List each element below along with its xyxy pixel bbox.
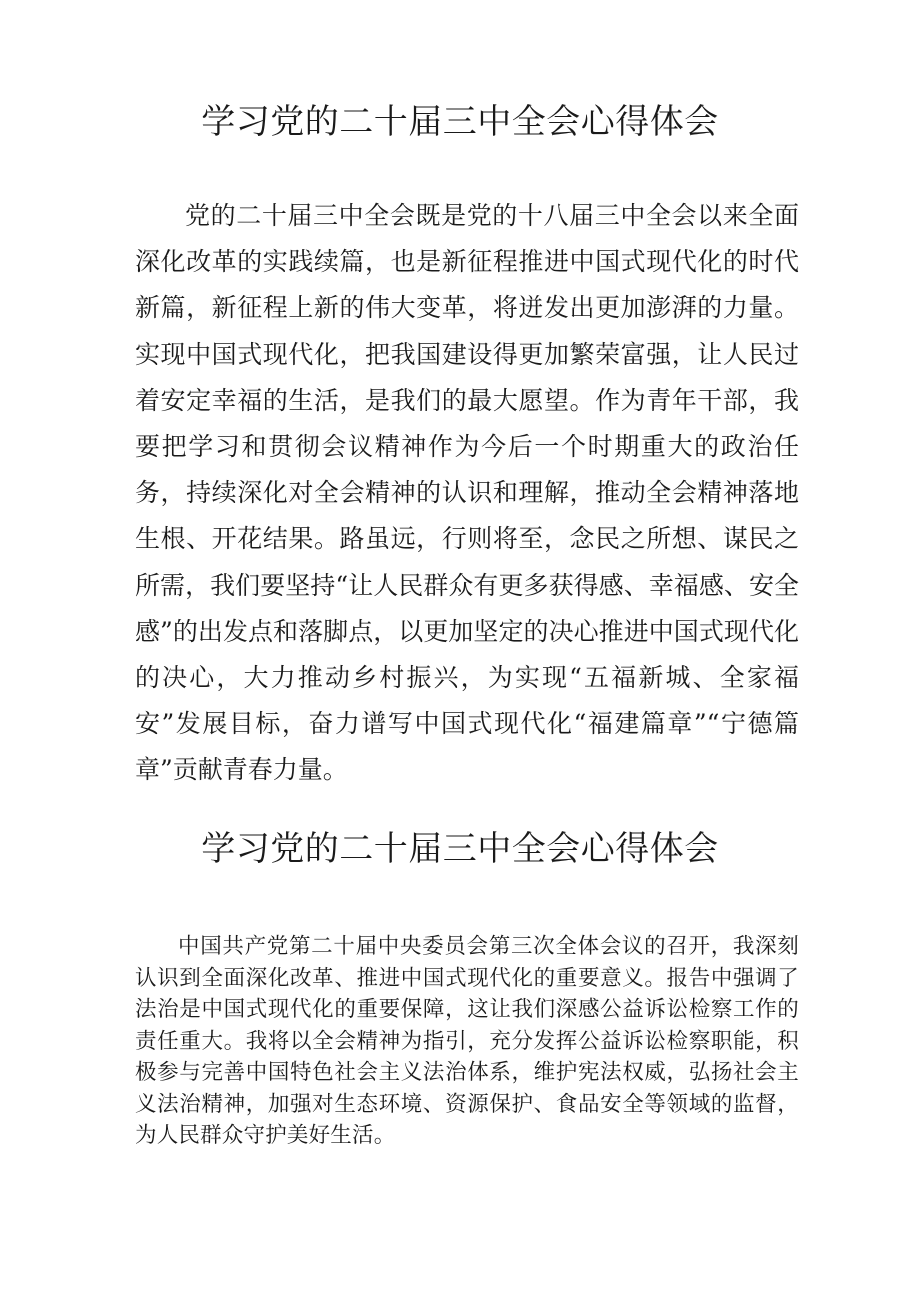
section-1-paragraph: 党的二十届三中全会既是党的十八届三中全会以来全面深化改革的实践续篇，也是新征程推进中国式现代化的时代新篇，新征程上新的伟大变革，将迸发出更加澎湃的力量。实现中国式现代化，把我国建设得更加繁荣富强，让人民过着安定幸福的生活，是我们的最大愿望。作为青年干部，我要把学习和贯彻会议精神作为今后一个时期重大的政治任务，持续深化对全会精神的认识和理解，推动全会精神落地生根、开花结果。路虽远，行则将至，念民之所想、谋民之所需，我们要坚持“让人民群众有更多获得感、幸福感、安全感”的出发点和落脚点，以更加坚定的决心推进中国式现代化的决心，大力推动乡村振兴，为实现“五福新城、全家福安”发展目标，奋力谱写中国式现代化“福建篇章”“宁德篇章”贡献青春力量。: [135, 201, 799, 785]
section-2-paragraph: 中国共产党第二十届中央委员会第三次全体会议的召开，我深刻认识到全面深化改革、推进中国式现代化的重要意义。报告中强调了法治是中国式现代化的重要保障，这让我们深感公益诉讼检察工作的责任重大。我将以全会精神为指引，充分发挥公益诉讼检察职能，积极参与完善中国特色社会主义法治体系，维护宪法权威，弘扬社会主义法治精神，加强对生态环境、资源保护、食品安全等领域的监督，为人民群众守护美好生活。: [135, 934, 799, 1148]
section-2-title: 学习党的二十届三中全会心得体会: [201, 829, 719, 869]
section-1-title: 学习党的二十届三中全会心得体会: [201, 102, 719, 142]
